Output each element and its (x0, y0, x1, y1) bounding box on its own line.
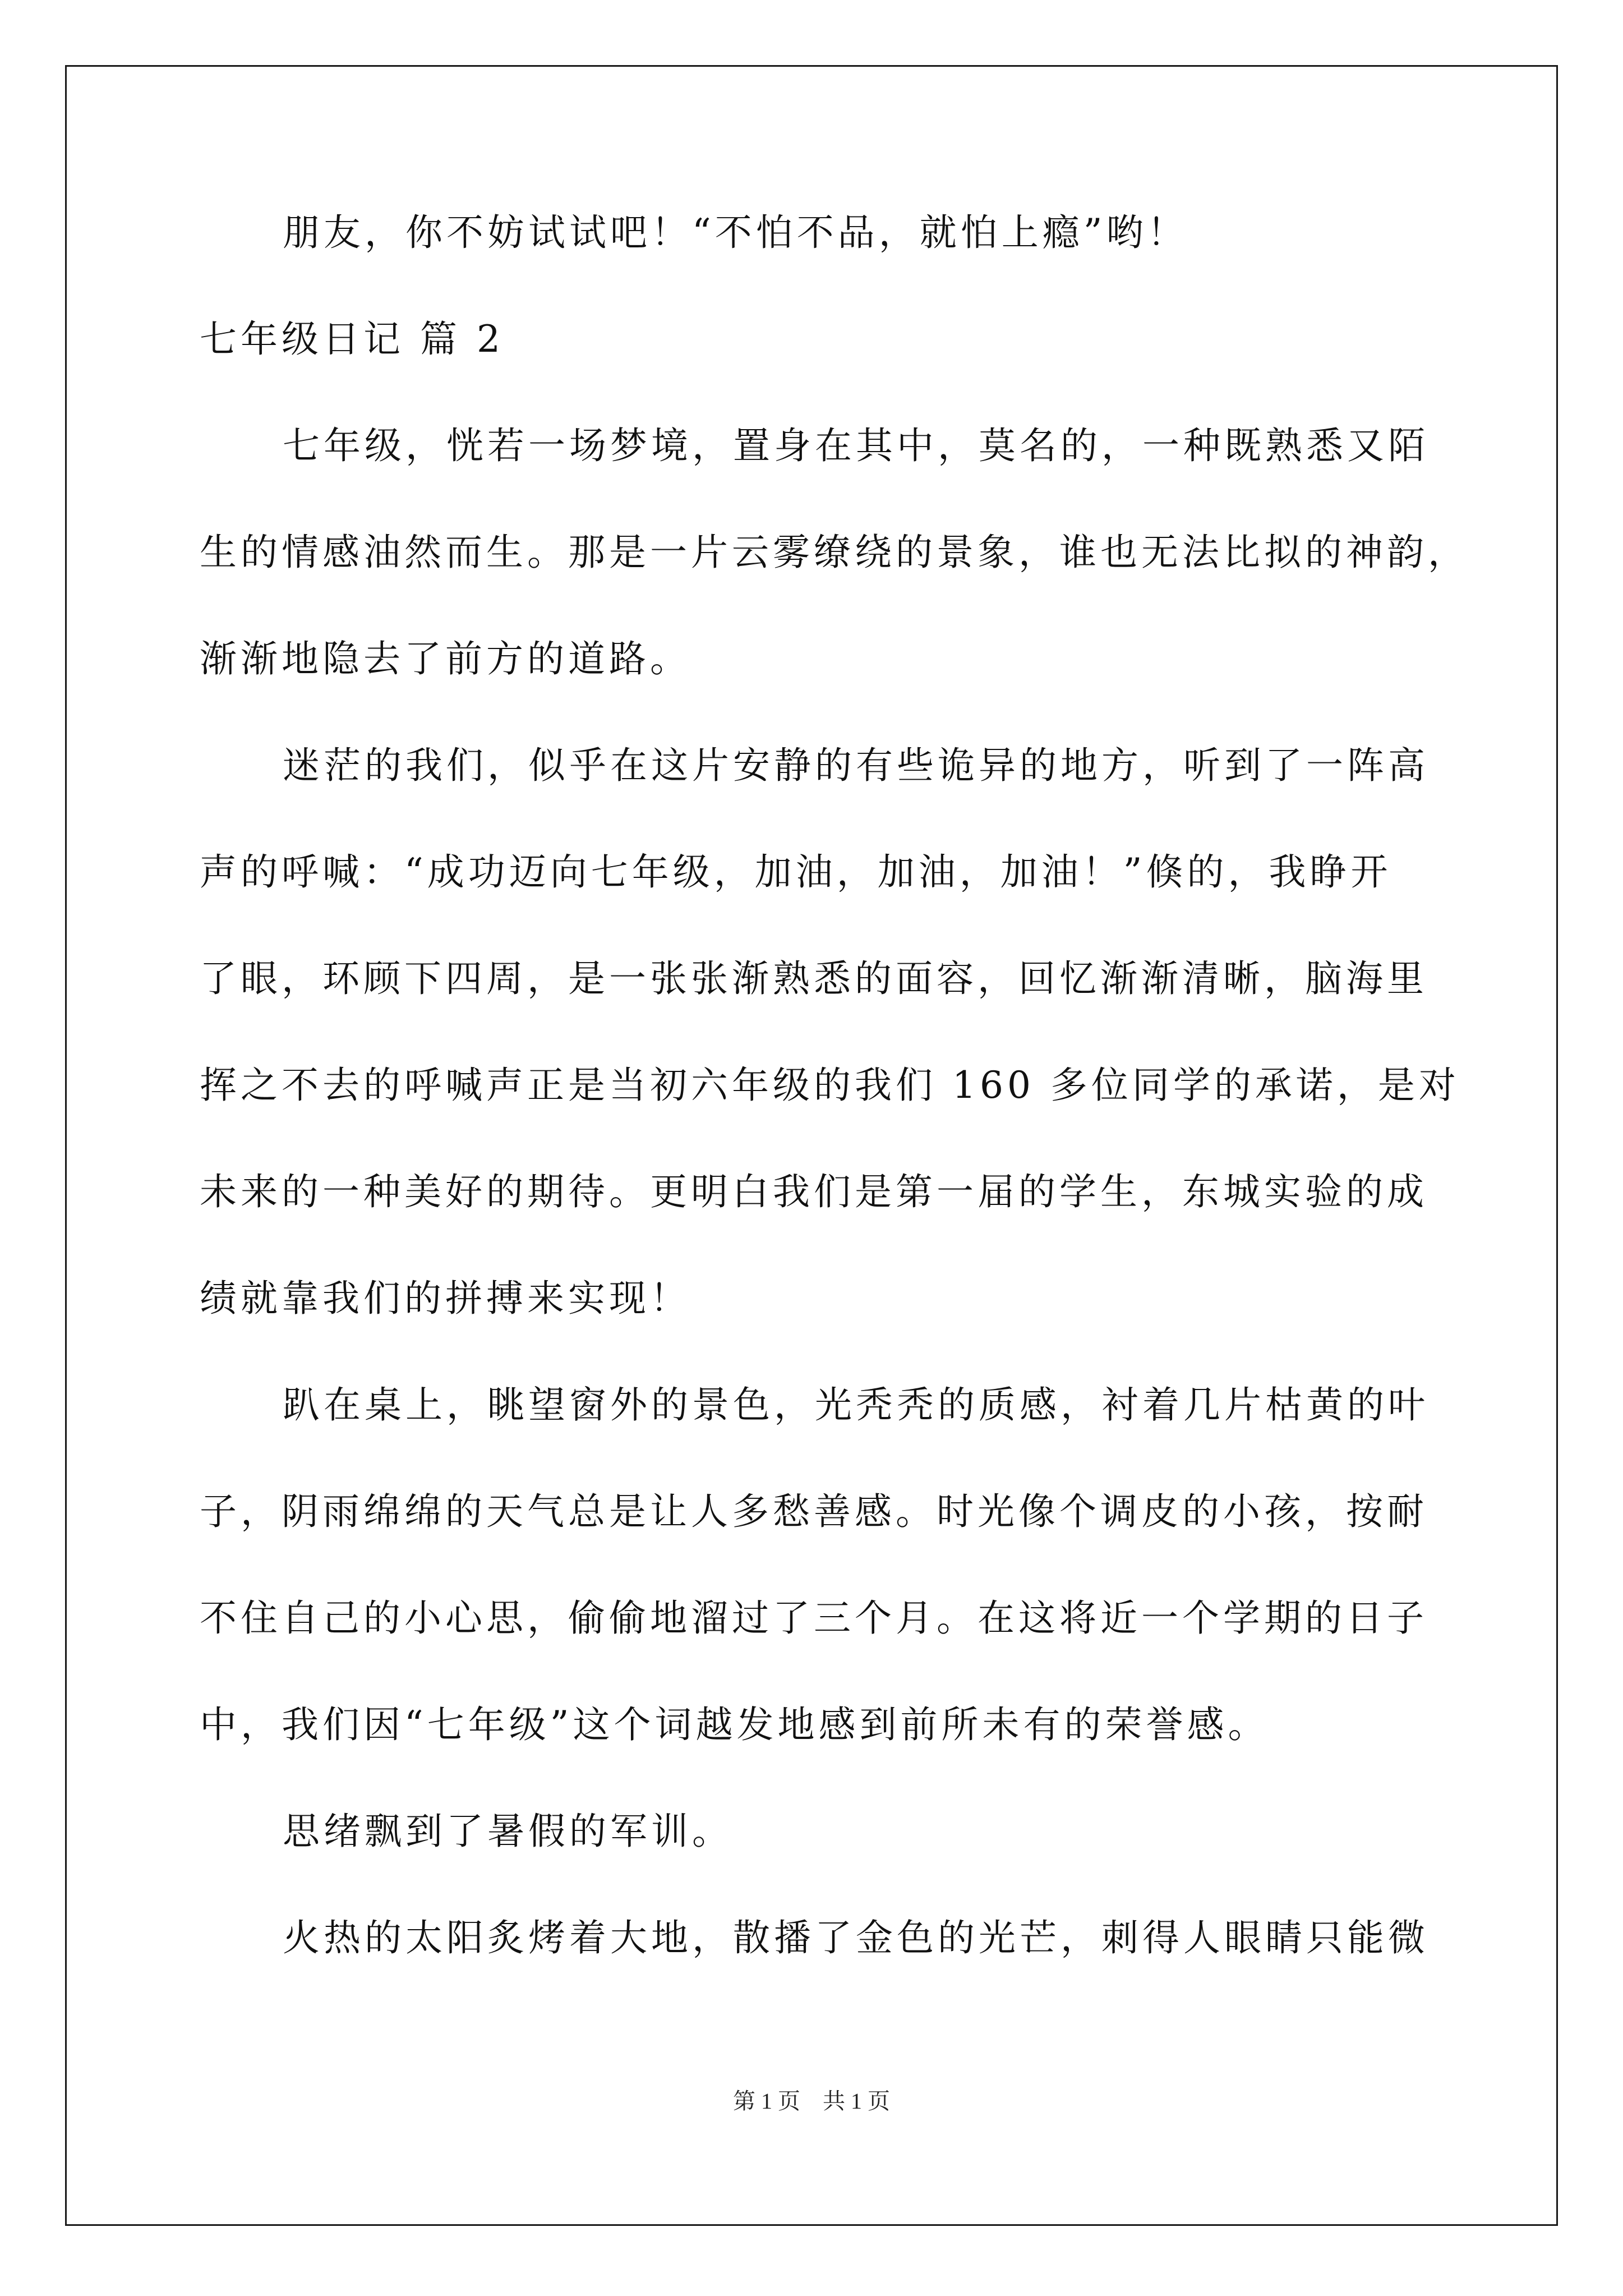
paragraph-line: 挥之不去的呼喊声正是当初六年级的我们 160 多位同学的承诺，是对 (200, 1064, 1460, 1107)
paragraph-line: 中，我们因“七年级”这个词越发地感到前所未有的荣誉感。 (200, 1703, 1269, 1746)
paragraph-line: 迷茫的我们，似乎在这片安静的有些诡异的地方，听到了一阵高 (283, 744, 1429, 787)
paragraph-line: 渐渐地隐去了前方的道路。 (200, 637, 691, 680)
paragraph-line: 趴在桌上，眺望窗外的景色，光秃秃的质感，衬着几片枯黄的叶 (283, 1383, 1429, 1427)
page-footer: 第 1 页 共 1 页 (733, 2088, 890, 2114)
page-border (65, 65, 1558, 2226)
paragraph-line: 了眼，环顾下四周，是一张张渐熟悉的面容，回忆渐渐清晰，脑海里 (200, 957, 1428, 1000)
paragraph-line: 朋友，你不妨试试吧！“不怕不品，就怕上瘾”哟！ (283, 211, 1188, 254)
paragraph-line: 未来的一种美好的期待。更明白我们是第一届的学生，东城实验的成 (200, 1170, 1428, 1213)
paragraph-line: 思绪飘到了暑假的军训。 (283, 1810, 733, 1853)
paragraph-line: 声的呼喊：“成功迈向七年级，加油，加油，加油！”倏的，我睁开 (200, 850, 1392, 894)
paragraph-line: 生的情感油然而生。那是一片云雾缭绕的景象，谁也无法比拟的神韵， (200, 531, 1469, 574)
paragraph-line: 绩就靠我们的拼搏来实现！ (200, 1277, 691, 1320)
paragraph-line: 不住自己的小心思，偷偷地溜过了三个月。在这将近一个学期的日子 (200, 1596, 1428, 1640)
paragraph-line: 子，阴雨绵绵的天气总是让人多愁善感。时光像个调皮的小孩，按耐 (200, 1490, 1428, 1533)
paragraph-line: 七年级，恍若一场梦境，置身在其中，莫名的，一种既熟悉又陌 (283, 424, 1429, 467)
section-heading: 七年级日记 篇 2 (200, 318, 504, 361)
paragraph-line: 火热的太阳炙烤着大地，散播了金色的光芒，刺得人眼睛只能微 (283, 1916, 1429, 1959)
